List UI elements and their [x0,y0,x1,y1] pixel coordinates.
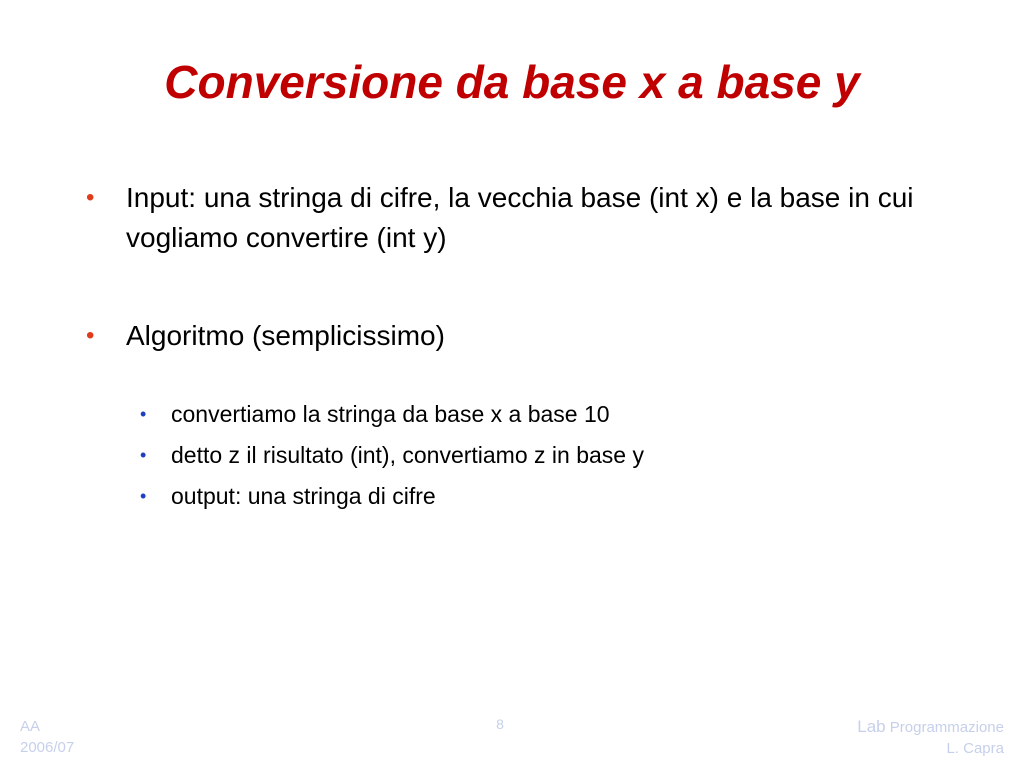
sub-bullet-item [140,435,946,476]
bullet-item-algorithm [86,316,946,356]
footer-year: 2006/07 [20,739,75,756]
sub-bullet-item [140,394,946,435]
sub-bullet-text: convertiamo la stringa da base x a base 10 [171,401,610,427]
bullet-item-input [86,178,946,258]
sub-bullet-container [86,394,946,517]
bullet-icon: • [86,184,95,211]
bullet-text: Algoritmo (semplicissimo) [126,320,445,351]
footer-course [857,716,1004,759]
page-number: 8 [496,716,504,732]
sub-bullet-text: output: una stringa di cifre [171,483,436,509]
footer-aa-label: AA [20,718,41,735]
sub-bullet-icon: • [140,404,147,424]
sub-bullet-text: detto z il risultato (int), convertiamo z in base y [171,442,644,468]
bullet-text: Input: una stringa di cifre, la vecchia base (int x) e la base in cui vogliamo convertire (int y) [126,182,914,253]
sub-bullet-item [140,476,946,517]
footer-lab-label: Lab [857,717,886,736]
sub-bullet-icon: • [140,445,147,465]
sub-bullet-icon: • [140,486,147,506]
footer-author: L. Capra [946,740,1004,757]
footer-academic-year [20,716,74,758]
bullet-icon: • [86,322,95,349]
footer-programmazione-label: Programmazione [889,719,1004,736]
slide-title: Conversione da base x a base y [164,56,860,108]
sub-bullet-list [140,394,946,517]
bullet-list [86,178,946,517]
footer-course-name [857,716,1004,738]
